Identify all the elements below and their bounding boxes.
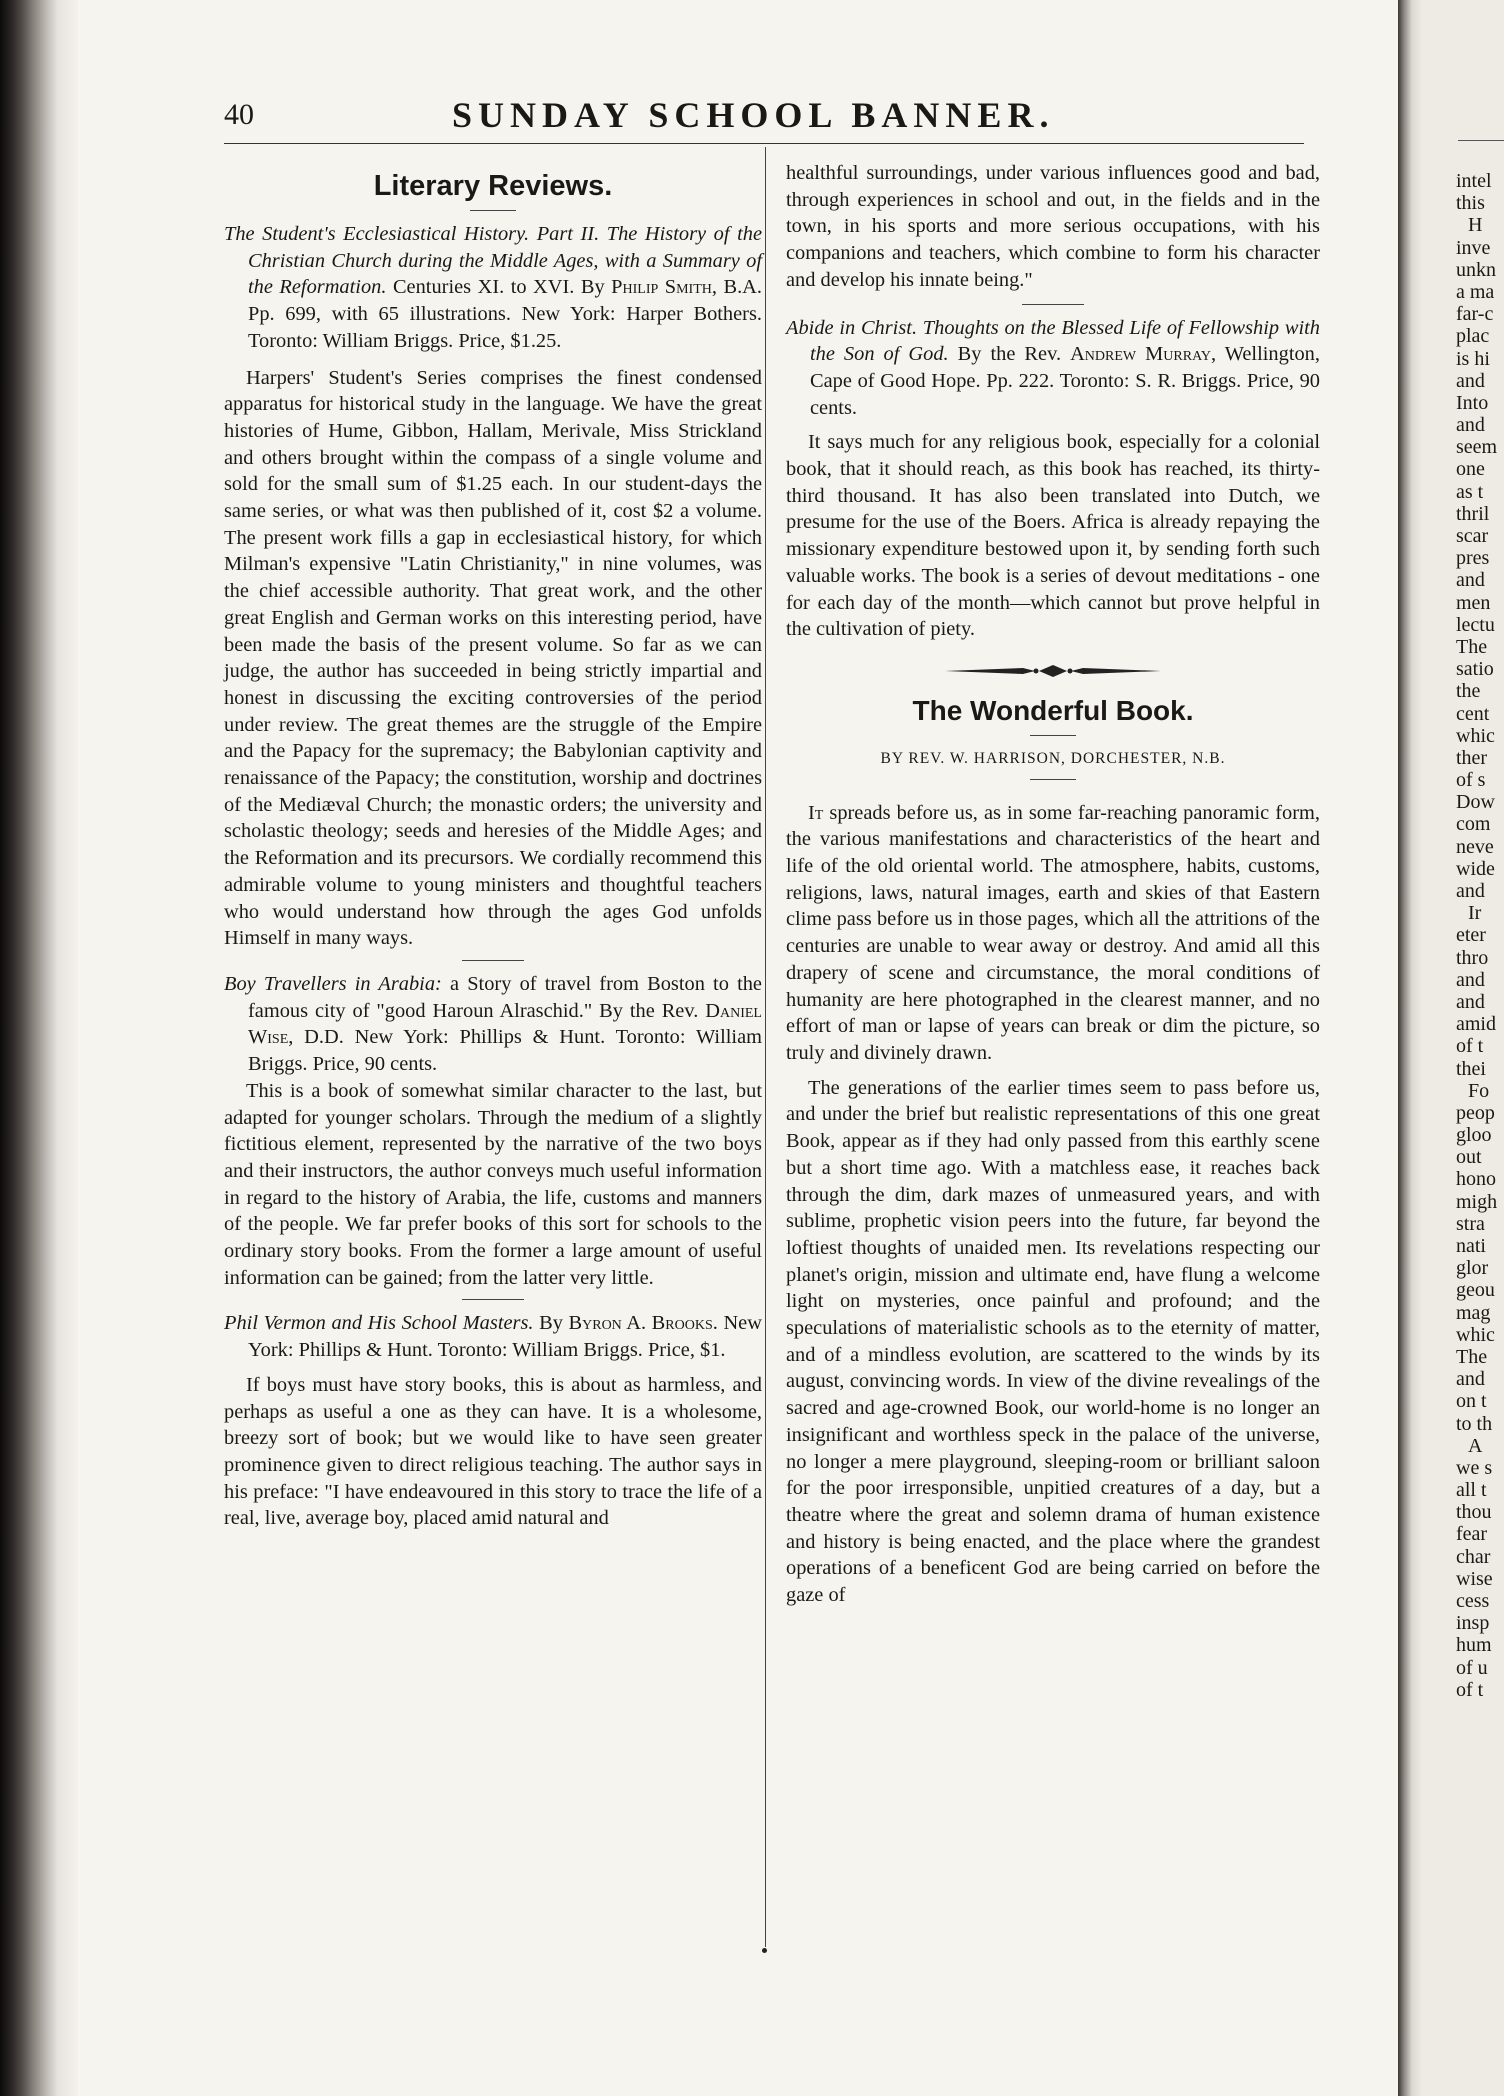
review-separator xyxy=(462,1299,524,1300)
facing-page-line: amid xyxy=(1456,1013,1496,1036)
facing-page-line: and xyxy=(1456,414,1485,437)
facing-page-line: wise xyxy=(1456,1567,1493,1590)
facing-page-line: of t xyxy=(1456,1678,1484,1701)
article-paragraph-text: spreads before us, as in some far-reaching panoramic form, the various manifestations and characteristics of the heart and life of the old oriental world. The atmosphere, habits, customs, religions, laws, natural images, earth and skies of that Eastern clime pass before us in those pages, which all the attritions of the centuries are unable to wear away or destroy. And amid all this drapery of scene and circumstance, the moral conditions of humanity are here photographed in the clearest manner, and no effort of man or lapse of years can break or dim the picture, so truly and divinely drawn. xyxy=(786,801,1320,1064)
facing-page-line: all t xyxy=(1456,1479,1487,1502)
review-separator xyxy=(462,960,524,961)
book-author: Daniel Wise, D.D. xyxy=(248,999,762,1049)
book-author: Philip Smith, B.A. xyxy=(611,276,762,299)
facing-page-line: out xyxy=(1456,1146,1482,1169)
section-title: Literary Reviews. xyxy=(373,170,613,202)
facing-page-line: eter xyxy=(1456,924,1486,947)
review-separator xyxy=(1022,304,1084,305)
facing-page-line: Dow xyxy=(1456,791,1495,814)
facing-page-line: Into xyxy=(1456,391,1489,414)
facing-page-line: migh xyxy=(1456,1190,1498,1213)
facing-page-line: of t xyxy=(1456,1035,1484,1058)
facing-page-line: to th xyxy=(1456,1412,1493,1435)
title-rule xyxy=(470,210,516,211)
facing-page-line: and xyxy=(1456,1368,1485,1391)
header-rule xyxy=(224,143,1304,144)
facing-page-line: seem xyxy=(1456,436,1498,459)
article-paragraph xyxy=(786,800,1320,1067)
facing-page-line: stra xyxy=(1456,1212,1485,1235)
facing-page-line: thou xyxy=(1456,1501,1492,1524)
facing-page-line: hum xyxy=(1456,1634,1492,1657)
facing-page-line: neve xyxy=(1456,835,1494,858)
facing-page-line: wide xyxy=(1456,857,1495,880)
book-title: Boy Travellers in Arabia: xyxy=(224,972,442,995)
facing-page-line: whic xyxy=(1456,724,1495,747)
facing-page-line: cess xyxy=(1456,1590,1490,1612)
review-citation xyxy=(224,1310,762,1363)
book-details: Wellington, Cape of Good Hope. Pp. 222. Toronto: S. R. Briggs. Price, 90 cents. xyxy=(810,343,1320,419)
review-citation xyxy=(786,315,1320,422)
review-body: It says much for any religious book, especially for a colonial book, that it should reach, as this book has reached, its thirty-third thousand. It has also been translated into Dutch, we presume for the use of the Boers. Africa is already repaying the missionary expenditure bestowed upon it, by sending forth such valuable works. The book is a series of devout meditations - one for each day of the month—which cannot but prove helpful in the cultivation of piety. xyxy=(786,431,1320,641)
book-subtitle: a Story of travel from Boston to the famous city of "good Haroun Alraschid." By the Rev. xyxy=(248,972,762,1022)
review-citation xyxy=(224,971,762,1078)
facing-page-line: the xyxy=(1456,680,1481,703)
facing-page-line: gloo xyxy=(1456,1124,1492,1147)
facing-page-line: we s xyxy=(1456,1456,1493,1479)
facing-page-line: hono xyxy=(1456,1168,1496,1191)
facing-page-line: scar xyxy=(1456,525,1489,547)
facing-page-line: as t xyxy=(1456,480,1484,503)
facing-page-line: whic xyxy=(1456,1323,1495,1346)
running-title: SUNDAY SCHOOL BANNER. xyxy=(452,95,1055,135)
facing-page-line: com xyxy=(1456,813,1491,836)
book-title: Phil Vermon and His School Masters. xyxy=(224,1312,534,1335)
title-rule xyxy=(1030,735,1076,736)
facing-page-line: and xyxy=(1456,968,1485,991)
review-body: If boys must have story books, this is about as harmless, and perhaps as useful a one as they can have. It is a wholesome, breezy sort of book; but we would like to have seen greater prominence given to direct religious teaching. The author says in his preface: "I have endeavoured in this story to trace the life of a real, live, average boy, placed amid natural and xyxy=(224,1373,762,1530)
page-mark xyxy=(762,1948,767,1953)
facing-page-line: of u xyxy=(1456,1656,1488,1679)
facing-page-line: one xyxy=(1456,458,1485,481)
facing-page-line: insp xyxy=(1456,1612,1490,1635)
facing-page-line: A xyxy=(1468,1434,1483,1457)
facing-page-edge xyxy=(1398,0,1504,2096)
facing-page-line: intel xyxy=(1456,170,1492,192)
review-body: Harpers' Student's Series comprises the finest condensed apparatus for historical study in the language. We have the great histories of Hume, Gibbon, Hallam, Merivale, Miss Strickland and others brought within the compass of a single volume and sold for the small sum of $1.25 each. In our student-days the same series, or what was then published of it, cost $2 a volume. The present work fills a gap in ecclesiastical history, for which Milman's expensive "Latin Christianity," in nine volumes, was the chief accessible authority. That great work, and the other great English and German works on this interesting period, have been made the basis of the present volume. So far as we can judge, the author has succeeded in being strictly impartial and honest in discussing the exciting controversies of the period under review. The great themes are the struggle of the Empire and the Papacy for the supremacy; the Babylonian captivity and renaissance of the Papacy; the constitution, worship and doctrines of the Mediæval Church; the monastic orders; the university and scholastic theology; seeds and heresies of the Middle Ages; and the Reformation and its precursors. We cordially recommend this admirable volume to young ministers and thoughtful teachers who would understand how through the ages God unfolds Himself in many ways. xyxy=(224,366,762,950)
book-author: Byron A. Brooks. xyxy=(568,1312,718,1335)
facing-page-line: mag xyxy=(1456,1301,1491,1324)
facing-page-line: thei xyxy=(1456,1057,1486,1080)
facing-page-line: a ma xyxy=(1456,280,1495,303)
column-divider xyxy=(765,147,766,1947)
book-by: By xyxy=(539,1312,563,1335)
book-details: New York: Phillips & Hunt. Toronto: William Briggs. Price, 90 cents. xyxy=(248,1026,762,1076)
facing-page-text xyxy=(1456,170,1504,1701)
article-byline: BY REV. W. HARRISON, DORCHESTER, N.B. xyxy=(880,749,1226,767)
book-details: Pp. 699, with 65 illustrations. New York: Harper Bothers. Toronto: William Briggs. Price, $1.25. xyxy=(248,303,762,352)
facing-page-line: is hi xyxy=(1456,347,1490,370)
book-centuries: Centuries XI. to XVI. By xyxy=(392,276,605,299)
facing-page-line: lectu xyxy=(1456,613,1495,636)
facing-page-line: inve xyxy=(1456,236,1491,259)
facing-page-line: cent xyxy=(1456,702,1490,725)
byline-rule xyxy=(1030,779,1076,780)
facing-page-line: nati xyxy=(1456,1235,1486,1257)
facing-page-line: The xyxy=(1456,635,1488,658)
book-title: Abide in Christ. Thoughts on the Blessed Life of Fellowship with the Son of God. xyxy=(786,316,1320,366)
review-citation xyxy=(224,221,762,355)
facing-page-line: char xyxy=(1456,1545,1491,1568)
facing-page-rule xyxy=(1458,140,1504,141)
facing-page-line: far-c xyxy=(1456,303,1494,326)
facing-page-line: thro xyxy=(1456,946,1489,969)
facing-page-line: geou xyxy=(1456,1279,1495,1302)
facing-page-line: ther xyxy=(1456,746,1488,769)
article-paragraph: The generations of the earlier times seem to pass before us, and under the brief but realistic representations of this one great Book, appear as if they had only passed from this earthly scene but a short time ago. With a matchless ease, it reaches back through the dim, dark mazes of unmeasured years, and with sublime, prophetic vision peers into the future, far beyond the loftiest thoughts of unaided men. Its revelations respecting our planet's origin, mission and ultimate end, have flung a welcome light on mysteries, once painful and profound; and the speculations of materialistic schools as to the eternity of matter, and of a mindless evolution, are scattered to the winds by its august, convincing words. In view of the divine revealings of the sacred and age-crowned Book, our world-home is no longer an insignificant and worthless speck in the palace of the universe, no longer a mere playground, sleeping-room or brilliant saloon for the poor irresponsible, unpitied creatures of a day, but a theatre where the great and solemn drama of human existence and history is being enacted, and the place where the grandest operations of a beneficent God are being carried on before the gaze of xyxy=(786,1076,1320,1607)
facing-page-line: H xyxy=(1468,214,1483,237)
running-header xyxy=(224,92,1304,142)
facing-page-line: plac xyxy=(1456,325,1490,348)
facing-page-line: on t xyxy=(1456,1390,1487,1413)
facing-page-line: men xyxy=(1456,591,1491,614)
book-title: The Student's Ecclesiastical History. Part II. The History of the Christian Church during the Middle Ages, with a Summary of the Reformation. xyxy=(224,223,762,299)
dropcap: It xyxy=(808,801,824,824)
facing-page-line: pres xyxy=(1456,547,1490,570)
ornament-divider xyxy=(943,663,1163,679)
facing-page-line: and xyxy=(1456,569,1485,592)
facing-page-line: fear xyxy=(1456,1523,1488,1546)
review-body: This is a book of somewhat similar character to the last, but adapted for younger scholars. Through the medium of a slightly fictitious element, represented by the narrative of the two boys and their instructors, the author conveys much useful information in regard to the history of Arabia, the life, customs and manners of the people. We far prefer books of this sort for schools to the ordinary story books. From the former a large amount of useful information can be gained; from the latter very little. xyxy=(224,1079,762,1289)
facing-page-line: this xyxy=(1456,192,1485,215)
book-details: New York: Phillips & Hunt. Toronto: William Briggs. Price, $1. xyxy=(248,1312,762,1362)
right-column xyxy=(786,160,1320,1609)
facing-page-line: and xyxy=(1456,990,1485,1013)
facing-page-line: thril xyxy=(1456,502,1490,525)
facing-page-line: unkn xyxy=(1456,258,1496,281)
article-title: The Wonderful Book. xyxy=(912,694,1194,726)
facing-page-line: Fo xyxy=(1468,1079,1490,1102)
facing-page-line: of s xyxy=(1456,769,1486,792)
facing-page-line: glor xyxy=(1456,1257,1489,1280)
book-author: Andrew Murray, xyxy=(1070,343,1217,366)
left-column xyxy=(224,160,762,1532)
continued-text: healthful surroundings, under various influences good and bad, through experiences in school and out, in the fields and in the town, in his sports and more serious occupations, with his companions and teachers, which combine to form his character and develop his innate being." xyxy=(786,162,1320,291)
facing-page-line: satio xyxy=(1456,658,1494,681)
book-binding-edge xyxy=(0,0,78,2096)
page-number: 40 xyxy=(224,98,254,131)
facing-page-line: and xyxy=(1456,369,1485,392)
facing-page-line: and xyxy=(1456,880,1485,902)
facing-page-line: Ir xyxy=(1468,902,1482,925)
facing-page-line: The xyxy=(1456,1345,1488,1368)
facing-page-line: peop xyxy=(1456,1101,1495,1124)
book-by: By the Rev. xyxy=(957,343,1062,366)
